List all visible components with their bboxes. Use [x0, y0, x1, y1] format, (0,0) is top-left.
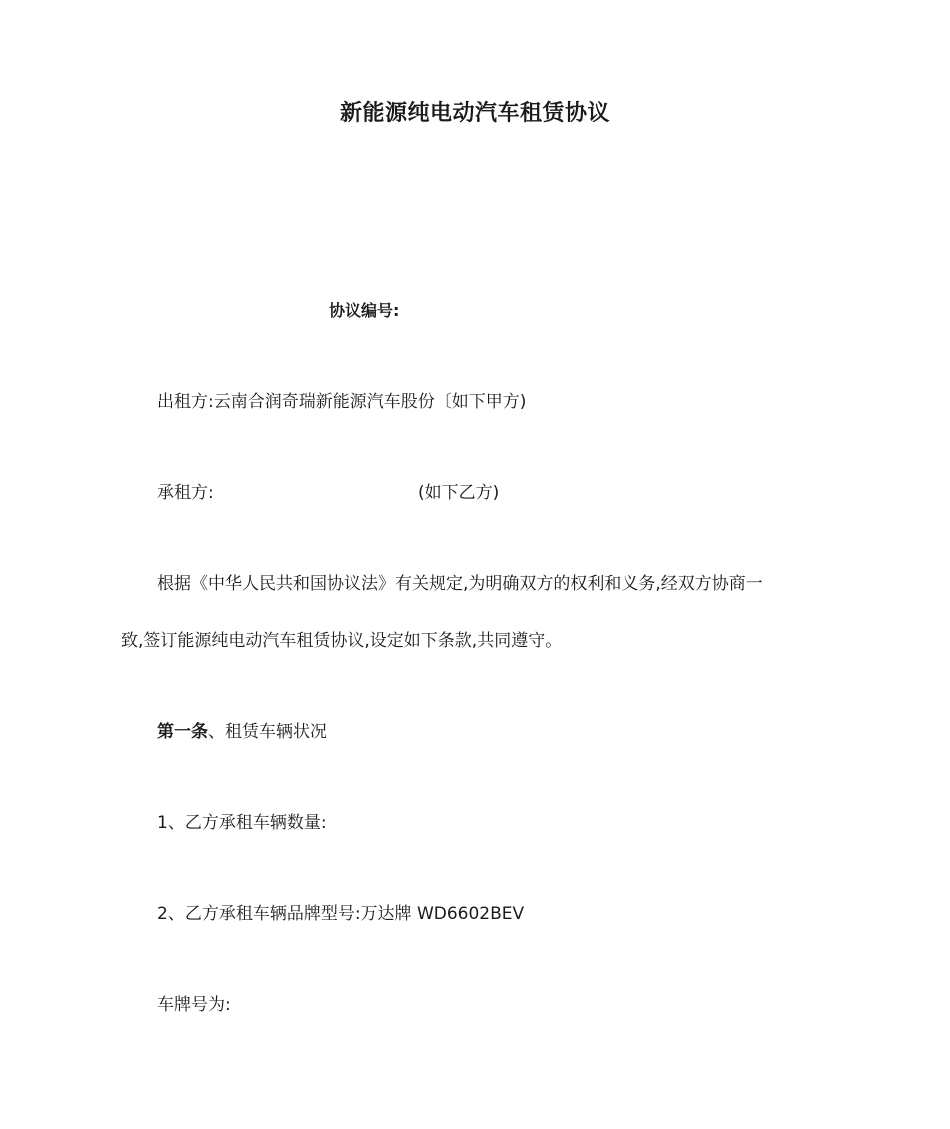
lessee-line — [157, 481, 500, 505]
article-1-number: 第一条 — [157, 722, 208, 742]
basis-paragraph-line-1: 根据《中华人民共和国协议法》有关规定,为明确双方的权利和义务,经双方协商一 — [157, 574, 763, 594]
plate-number-label: 车牌号为: — [157, 995, 231, 1015]
article-1-title: 、租赁车辆状况 — [208, 722, 327, 742]
lessee-label: 承租方: — [157, 483, 214, 503]
basis-paragraph-line-2: 致,签订能源纯电动汽车租赁协议,设定如下条款,共同遵守。 — [121, 631, 563, 651]
item-2-vehicle-model: 2、乙方承租车辆品牌型号:万达牌 WD6602BEV — [157, 904, 525, 924]
agreement-number-label: 协议编号: — [329, 301, 400, 320]
article-1-heading — [157, 720, 327, 744]
lessor-line: 出租方:云南合润奇瑞新能源汽车股份〔如下甲方) — [157, 392, 527, 412]
item-1-vehicle-quantity: 1、乙方承租车辆数量: — [157, 813, 327, 833]
document-title: 新能源纯电动汽车租赁协议 — [339, 101, 610, 126]
lessee-suffix: (如下乙方) — [418, 483, 500, 503]
